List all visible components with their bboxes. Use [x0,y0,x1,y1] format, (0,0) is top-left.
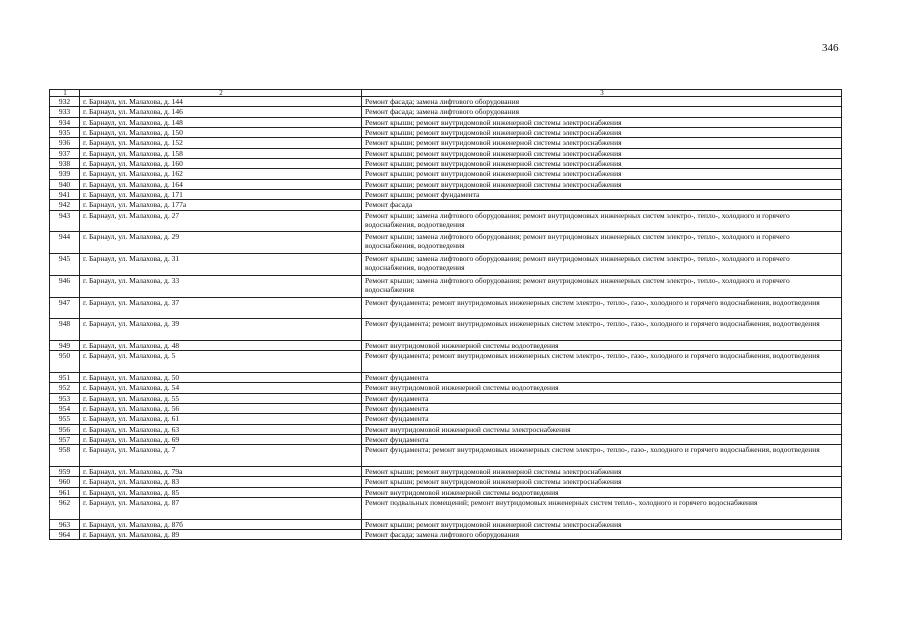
address-cell: г. Барнаул, ул. Малахова, д. 29 [80,232,362,254]
table-row [50,128,842,138]
address-cell: г. Барнаул, ул. Малахова, д. 144 [80,97,362,107]
address-cell: г. Барнаул, ул. Малахова, д. 5 [80,351,362,373]
column-number-2: 2 [80,90,362,97]
repair-registry-table [49,89,842,540]
row-number-cell: 938 [50,159,80,169]
column-number-1: 1 [50,90,80,97]
address-cell: г. Барнаул, ул. Малахова, д. 89 [80,530,362,540]
table-row [50,97,842,107]
works-cell: Ремонт внутридомовой инженерной системы водоотведения [362,340,842,350]
works-cell: Ремонт подвальных помещений; ремонт внутридомовых инженерных систем тепло-, холодного и горячего водоснабжения [362,498,842,520]
address-cell: г. Барнаул, ул. Малахова, д. 148 [80,117,362,127]
table-row [50,498,842,520]
works-cell: Ремонт крыши; ремонт внутридомовой инженерной системы электроснабжения [362,138,842,148]
table-row [50,117,842,127]
address-cell: г. Барнаул, ул. Малахова, д. 160 [80,159,362,169]
address-cell: г. Барнаул, ул. Малахова, д. 171 [80,190,362,200]
table-row [50,414,842,424]
table-body [50,90,842,540]
table-row [50,275,842,297]
works-cell: Ремонт крыши; ремонт внутридомовой инженерной системы электроснабжения [362,169,842,179]
table-row [50,254,842,276]
address-cell: г. Барнаул, ул. Малахова, д. 56 [80,403,362,413]
table-row [50,393,842,403]
row-number-cell: 943 [50,210,80,232]
row-number-cell: 954 [50,403,80,413]
table-row [50,351,842,373]
address-cell: г. Барнаул, ул. Малахова, д. 87б [80,519,362,529]
column-number-3: 3 [362,90,842,97]
address-cell: г. Барнаул, ул. Малахова, д. 164 [80,179,362,189]
row-number-cell: 942 [50,200,80,210]
works-cell: Ремонт крыши; ремонт внутридомовой инженерной системы электроснабжения [362,477,842,487]
address-cell: г. Барнаул, ул. Малахова, д. 87 [80,498,362,520]
row-number-cell: 951 [50,372,80,382]
address-cell: г. Барнаул, ул. Малахова, д. 27 [80,210,362,232]
works-cell: Ремонт фундамента; ремонт внутридомовых инженерных систем электро-, тепло-, газо-, холодного и горячего водоснабжения, водоотведения [362,319,842,341]
works-cell: Ремонт фундамента; ремонт внутридомовых инженерных систем электро-, тепло-, газо-, холодного и горячего водоснабжения, водоотведения [362,297,842,319]
table-row [50,424,842,434]
works-cell: Ремонт фасада; замена лифтового оборудования [362,530,842,540]
page-number: 346 [822,42,839,54]
table-row [50,403,842,413]
row-number-cell: 945 [50,254,80,276]
table-row [50,530,842,540]
works-cell: Ремонт фундамента [362,393,842,403]
address-cell: г. Барнаул, ул. Малахова, д. 54 [80,383,362,393]
address-cell: г. Барнаул, ул. Малахова, д. 39 [80,319,362,341]
address-cell: г. Барнаул, ул. Малахова, д. 146 [80,107,362,117]
address-cell: г. Барнаул, ул. Малахова, д. 158 [80,148,362,158]
works-cell: Ремонт крыши; замена лифтового оборудования; ремонт внутридомовых инженерных систем электро-, тепло-, холодного и горячего водоснабжения [362,275,842,297]
row-number-cell: 933 [50,107,80,117]
row-number-cell: 937 [50,148,80,158]
address-cell: г. Барнаул, ул. Малахова, д. 79а [80,467,362,477]
address-cell: г. Барнаул, ул. Малахова, д. 33 [80,275,362,297]
table-row [50,445,842,467]
table-row [50,383,842,393]
row-number-cell: 935 [50,128,80,138]
address-cell: г. Барнаул, ул. Малахова, д. 37 [80,297,362,319]
row-number-cell: 962 [50,498,80,520]
row-number-cell: 955 [50,414,80,424]
table-row [50,159,842,169]
row-number-cell: 932 [50,97,80,107]
row-number-cell: 956 [50,424,80,434]
address-cell: г. Барнаул, ул. Малахова, д. 31 [80,254,362,276]
works-cell: Ремонт фундамента [362,414,842,424]
row-number-cell: 964 [50,530,80,540]
table-row [50,297,842,319]
works-cell: Ремонт фасада; замена лифтового оборудования [362,107,842,117]
address-cell: г. Барнаул, ул. Малахова, д. 50 [80,372,362,382]
row-number-cell: 946 [50,275,80,297]
address-cell: г. Барнаул, ул. Малахова, д. 162 [80,169,362,179]
row-number-cell: 958 [50,445,80,467]
row-number-cell: 936 [50,138,80,148]
table-row [50,232,842,254]
works-cell: Ремонт фундамента [362,372,842,382]
table-row [50,200,842,210]
address-cell: г. Барнаул, ул. Малахова, д. 7 [80,445,362,467]
address-cell: г. Барнаул, ул. Малахова, д. 83 [80,477,362,487]
address-cell: г. Барнаул, ул. Малахова, д. 69 [80,435,362,445]
row-number-cell: 947 [50,297,80,319]
works-cell: Ремонт фасада; замена лифтового оборудования [362,97,842,107]
table-row [50,372,842,382]
table-row [50,148,842,158]
works-cell: Ремонт крыши; ремонт внутридомовой инженерной системы электроснабжения [362,148,842,158]
row-number-cell: 959 [50,467,80,477]
address-cell: г. Барнаул, ул. Малахова, д. 63 [80,424,362,434]
address-cell: г. Барнаул, ул. Малахова, д. 55 [80,393,362,403]
works-cell: Ремонт фундамента; ремонт внутридомовых инженерных систем электро-, тепло-, газо-, холодного и горячего водоснабжения, водоотведения [362,445,842,467]
table-header-row [50,90,842,97]
works-cell: Ремонт крыши; замена лифтового оборудования; ремонт внутридомовых инженерных систем электро-, тепло-, холодного и горячего водоснабжения, водоотведения [362,232,842,254]
row-number-cell: 953 [50,393,80,403]
works-cell: Ремонт крыши; ремонт внутридомовой инженерной системы электроснабжения [362,117,842,127]
table-row [50,190,842,200]
address-cell: г. Барнаул, ул. Малахова, д. 152 [80,138,362,148]
table-row [50,467,842,477]
address-cell: г. Барнаул, ул. Малахова, д. 177а [80,200,362,210]
row-number-cell: 934 [50,117,80,127]
address-cell: г. Барнаул, ул. Малахова, д. 61 [80,414,362,424]
works-cell: Ремонт крыши; ремонт внутридомовой инженерной системы электроснабжения [362,467,842,477]
address-cell: г. Барнаул, ул. Малахова, д. 150 [80,128,362,138]
works-cell: Ремонт крыши; ремонт внутридомовой инженерной системы электроснабжения [362,519,842,529]
works-cell: Ремонт крыши; ремонт внутридомовой инженерной системы электроснабжения [362,128,842,138]
works-cell: Ремонт внутридомовой инженерной системы водоотведения [362,487,842,497]
table-row [50,319,842,341]
address-cell: г. Барнаул, ул. Малахова, д. 48 [80,340,362,350]
table-row [50,477,842,487]
table-row [50,340,842,350]
works-cell: Ремонт крыши; ремонт внутридомовой инженерной системы электроснабжения [362,159,842,169]
table-row [50,519,842,529]
row-number-cell: 941 [50,190,80,200]
works-cell: Ремонт крыши; замена лифтового оборудования; ремонт внутридомовых инженерных систем электро-, тепло-, холодного и горячего водоснабжения, водоотведения [362,210,842,232]
table-row [50,138,842,148]
row-number-cell: 950 [50,351,80,373]
row-number-cell: 944 [50,232,80,254]
row-number-cell: 952 [50,383,80,393]
works-cell: Ремонт крыши; ремонт фундамента [362,190,842,200]
row-number-cell: 948 [50,319,80,341]
works-cell: Ремонт фундамента [362,435,842,445]
works-cell: Ремонт внутридомовой инженерной системы электроснабжения [362,424,842,434]
address-cell: г. Барнаул, ул. Малахова, д. 85 [80,487,362,497]
works-cell: Ремонт фасада [362,200,842,210]
row-number-cell: 961 [50,487,80,497]
table-row [50,179,842,189]
row-number-cell: 963 [50,519,80,529]
table-row [50,435,842,445]
table-row [50,210,842,232]
row-number-cell: 957 [50,435,80,445]
works-cell: Ремонт крыши; замена лифтового оборудования; ремонт внутридомовых инженерных систем электро-, тепло-, холодного и горячего водоснабжения, водоотведения [362,254,842,276]
works-cell: Ремонт крыши; ремонт внутридомовой инженерной системы электроснабжения [362,179,842,189]
row-number-cell: 949 [50,340,80,350]
works-cell: Ремонт фундамента; ремонт внутридомовых инженерных систем электро-, тепло-, газо-, холодного и горячего водоснабжения, водоотведения [362,351,842,373]
table-row [50,107,842,117]
row-number-cell: 939 [50,169,80,179]
table-row [50,487,842,497]
table-row [50,169,842,179]
works-cell: Ремонт фундамента [362,403,842,413]
works-cell: Ремонт внутридомовой инженерной системы водоотведения [362,383,842,393]
row-number-cell: 960 [50,477,80,487]
row-number-cell: 940 [50,179,80,189]
